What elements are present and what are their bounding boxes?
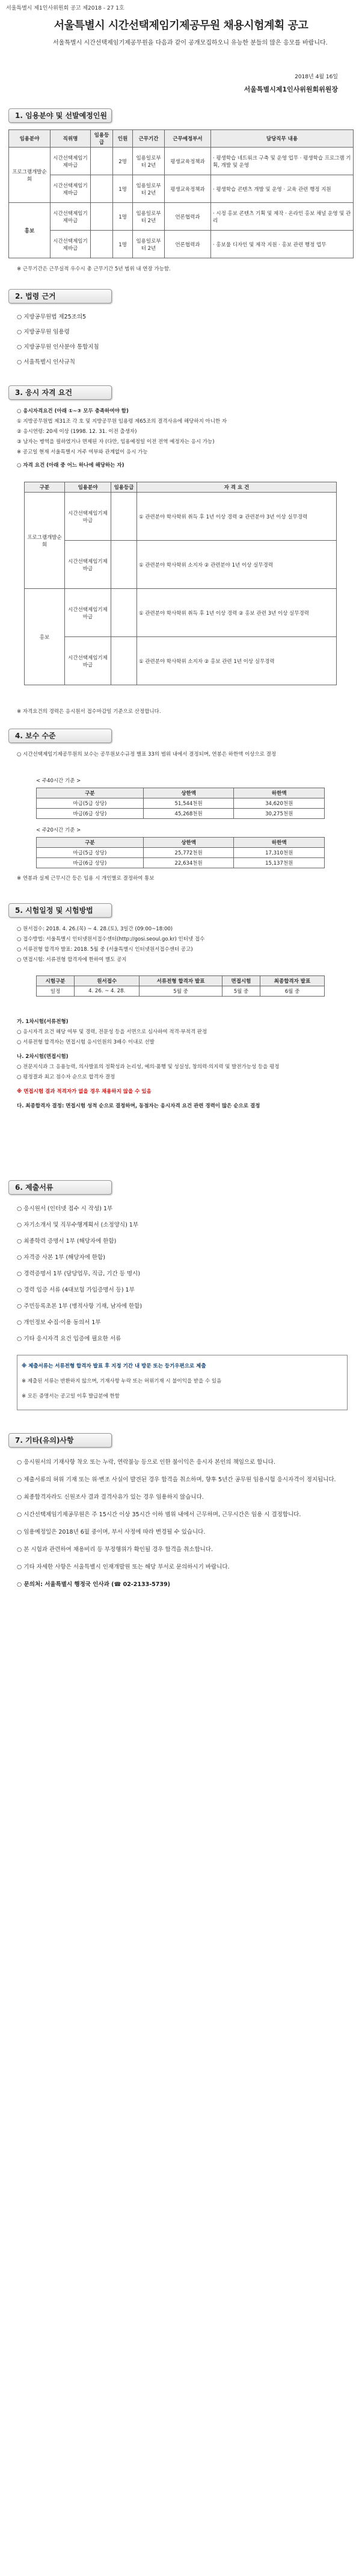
notice-number: 서울특별시 제1인사위원회 공고 제2018 - 27 1호 bbox=[6, 5, 124, 11]
cell: 4. 26. ~ 4. 28. bbox=[75, 986, 140, 997]
sec1-note: ※ 근무기간은 근무실적 우수시 총 근무기간 5년 범위 내 연장 가능함. bbox=[17, 266, 171, 272]
col-header: 상한액 bbox=[143, 788, 234, 798]
cell: 언론협력과 bbox=[165, 203, 211, 231]
cell: 시간선택제임기제마급 bbox=[51, 203, 91, 231]
cell: 바급(6급 상당) bbox=[37, 809, 144, 819]
col-header: 근무기간 bbox=[133, 130, 165, 148]
cell: · 평생학습 콘텐츠 개발 및 운영 · 교육 관련 행정 지원 bbox=[211, 175, 354, 203]
cell: 마급(5급 상당) bbox=[37, 798, 144, 809]
qualification-table bbox=[24, 482, 337, 685]
intro-text: 서울특별시 시간선택제임기제공무원을 다음과 같이 공개모집하오니 유능한 분들의 많은 응모를 바랍니다. bbox=[53, 40, 328, 46]
cell bbox=[91, 203, 113, 231]
cell: 일정 bbox=[37, 986, 75, 997]
note-item: ※ 제출서류는 서류전형 합격자 발표 후 지정 기간 내 방문 또는 등기우편으로 제출 bbox=[22, 1363, 206, 1369]
list-item: ○ 자기소개서 및 직무수행계획서 (소정양식) 1부 bbox=[17, 1222, 139, 1228]
col-header: 최종합격자 발표 bbox=[260, 976, 325, 986]
cell: 30,275천원 bbox=[234, 809, 325, 819]
cell: 임용일로부터 2년 bbox=[133, 231, 165, 258]
schedule-table bbox=[36, 975, 325, 997]
table-row bbox=[25, 493, 337, 541]
cell: 평생교육정책과 bbox=[165, 175, 211, 203]
cell: 프로그램개발순회 bbox=[9, 148, 51, 203]
list-item: ○ 기타 응시자격 요건 입증에 필요한 서류 bbox=[17, 1336, 121, 1342]
col-header: 상한액 bbox=[143, 838, 234, 848]
cell: 마급(5급 상당) bbox=[37, 848, 144, 858]
col-header: 시험구분 bbox=[37, 976, 75, 986]
table-row bbox=[25, 541, 337, 589]
list-item: ○ 지방공무원법 제25조의5 bbox=[17, 314, 87, 320]
list-item: ○ 접수방법: 서울특별시 인터넷원서접수센터(http://gosi.seoul.go.kr) 인터넷 접수 bbox=[17, 936, 205, 942]
exam-method-list bbox=[17, 1018, 348, 1112]
section-2-heading: 2. 법령 근거 bbox=[8, 289, 112, 303]
table-row bbox=[25, 589, 337, 637]
salary-text: ○ 시간선택제임기제공무원의 보수는 공무원보수규정 별표 33의 범위 내에서 결정되며, 연봉은 하한액 이상으로 결정 bbox=[17, 751, 277, 758]
col-header: 원서접수 bbox=[75, 976, 140, 986]
col-header: 구분 bbox=[37, 788, 144, 798]
cell: 홍보 bbox=[25, 589, 65, 685]
col-header: 하한액 bbox=[234, 838, 325, 848]
salary-table-20h bbox=[36, 837, 325, 868]
col-header: 근무예정부서 bbox=[165, 130, 211, 148]
list-item: ○ 주민등록초본 1부 (병적사항 기재, 남자에 한함) bbox=[17, 1303, 143, 1310]
salary-subtitle-40h: < 주40시간 기준 > bbox=[36, 778, 81, 784]
section-5-heading: 5. 시험일정 및 시험방법 bbox=[8, 903, 112, 918]
list-item: ○ 경력 입증 서류 (4대보험 가입증명서 등) 1부 bbox=[17, 1287, 135, 1293]
table-row bbox=[9, 203, 354, 231]
list-item: ○ 서류전형 합격자 발표: 2018. 5월 중 (서울특별시 인터넷원서접수센터 공고) bbox=[17, 947, 193, 953]
list-item: ※ 공고일 현재 서울특별시 거주 여부와 관계없이 응시 가능 bbox=[17, 449, 148, 455]
cell: 평생교육정책과 bbox=[165, 148, 211, 175]
contact-info: ○ 문의처: 서울특별시 행정국 인사과 (☎ 02-2133-5739) bbox=[17, 1581, 170, 1588]
cell: 45,268천원 bbox=[143, 809, 234, 819]
col-header: 직위명 bbox=[51, 130, 91, 148]
table-row bbox=[37, 848, 325, 858]
page-title: 서울특별시 시간선택제임기제공무원 채용시험계획 공고 bbox=[54, 19, 308, 32]
documents-list bbox=[17, 1202, 348, 1348]
cell: · 시정 홍보 콘텐츠 기획 및 제작 · 온라인 홍보 채널 운영 및 관리 bbox=[211, 203, 354, 231]
cell bbox=[111, 589, 137, 637]
section-3-heading: 3. 응시 자격 요건 bbox=[8, 385, 112, 400]
list-heading: ○ 자격 요건 (아래 중 어느 하나에 해당하는 자) bbox=[17, 462, 124, 468]
cell bbox=[91, 231, 113, 258]
notices-list bbox=[17, 1455, 348, 1594]
list-item: ① 지방공무원법 제31조 각 호 및 지방공무원 임용령 제65조의 결격사유에 해당하지 아니한 자 bbox=[17, 418, 227, 425]
list-item: ○ 서울특별시 인사규칙 bbox=[17, 359, 75, 366]
cell bbox=[111, 493, 137, 541]
cell: 5월 중 bbox=[222, 986, 260, 997]
cell: 5월 중 bbox=[140, 986, 222, 997]
list-item: ○ 최종합격자라도 신원조사 결과 결격사유가 있는 경우 임용하지 않습니다. bbox=[17, 1494, 204, 1501]
cell: 언론협력과 bbox=[165, 231, 211, 258]
col-header: 임용분야 bbox=[9, 130, 51, 148]
table-row bbox=[9, 231, 354, 258]
cell: ① 관련분야 학사학위 취득 후 1년 이상 경력 ② 관련분야 3년 이상 실무경력 bbox=[137, 493, 337, 541]
cell bbox=[111, 541, 137, 589]
cell: 22,634천원 bbox=[143, 858, 234, 868]
ranking-text: 다. 최종합격자 결정: 면접시험 성적 순으로 결정하며, 동점자는 응시자격 요건 관련 경력이 많은 순으로 결정 bbox=[17, 1103, 260, 1109]
list-item: ○ 자격증 사본 1부 (해당자에 한함) bbox=[17, 1254, 105, 1261]
sec3-note: ※ 자격요건의 경력은 응시원서 접수마감일 기준으로 산정합니다. bbox=[17, 709, 161, 715]
list-item: ○ 원서접수: 2018. 4. 26.(목) ~ 4. 28.(토), 3일간 (09:00~18:00) bbox=[17, 926, 173, 932]
cell bbox=[91, 175, 113, 203]
cell: 1명 bbox=[113, 203, 133, 231]
list-item: ○ 평정결과 최고 점수자 순으로 합격자 결정 bbox=[17, 1074, 115, 1080]
cell: 시간선택제임기제바급 bbox=[51, 175, 91, 203]
schedule-list bbox=[17, 925, 348, 966]
cell: 15,137천원 bbox=[234, 858, 325, 868]
list-item: ③ 남자는 병역을 필하였거나 면제된 자 (다만, 임용예정일 이전 전역 예정자는 응시 가능) bbox=[17, 439, 215, 445]
issuing-org: 서울특별시제1인사위원회위원장 bbox=[244, 86, 338, 93]
list-item: ② 응시연령: 20세 이상 (1998. 12. 31. 이전 출생자) bbox=[17, 429, 137, 435]
list-item: ○ 임용예정일은 2018년 6월 중이며, 부서 사정에 따라 변경될 수 있습니다. bbox=[17, 1529, 206, 1535]
cell: 6월 중 bbox=[260, 986, 325, 997]
cell: 51,544천원 bbox=[143, 798, 234, 809]
section-4-heading: 4. 보수 수준 bbox=[8, 729, 112, 743]
cell bbox=[111, 637, 137, 685]
table-row bbox=[37, 798, 325, 809]
cell: ① 관련분야 학사학위 취득 후 1년 이상 경력 ② 홍보 관련 3년 이상 실무경력 bbox=[137, 589, 337, 637]
positions-table bbox=[8, 129, 354, 258]
table-row bbox=[37, 858, 325, 868]
cell: 34,620천원 bbox=[234, 798, 325, 809]
cell: ① 관련분야 학사학위 소지자 ② 관련분야 1년 이상 실무경력 bbox=[137, 541, 337, 589]
list-heading: 나. 2차시험(면접시험) bbox=[17, 1054, 69, 1060]
list-item: ○ 경력증명서 1부 (담당업무, 직급, 기간 등 명시) bbox=[17, 1271, 140, 1277]
list-item: ○ 개인정보 수집·이용 동의서 1부 bbox=[17, 1319, 101, 1326]
table-row bbox=[9, 175, 354, 203]
list-heading: 가. 1차시험(서류전형) bbox=[17, 1019, 69, 1025]
table-row bbox=[25, 637, 337, 685]
list-item: ○ 전문지식과 그 응용능력, 의사발표의 정확성과 논리성, 예의·품행 및 성실성, 창의력·의지력 및 발전가능성 등을 평정 bbox=[17, 1064, 280, 1070]
list-item: ○ 응시자격 요건 해당 여부 및 경력, 전문성 등을 서면으로 심사하여 적격·부적격 판정 bbox=[17, 1029, 207, 1035]
cell: 1명 bbox=[113, 175, 133, 203]
legal-basis-list bbox=[17, 311, 348, 371]
cell: 임용일로부터 2년 bbox=[133, 175, 165, 203]
list-item: ○ 지방공무원 인사분야 통합지침 bbox=[17, 344, 99, 350]
warning-notice: ※ 면접시험 결과 적격자가 없을 경우 채용하지 않을 수 있음 bbox=[17, 1089, 152, 1095]
documents-notes bbox=[22, 1360, 340, 1405]
cell: 프로그램개발순회 bbox=[25, 493, 65, 589]
col-header: 담당직무 내용 bbox=[211, 130, 354, 148]
list-heading: ○ 응시자격요건 (아래 ①∼③ 모두 충족하여야 함) bbox=[17, 408, 129, 414]
col-header: 임용등급 bbox=[111, 482, 137, 493]
cell: 시간선택제임기제바급 bbox=[65, 637, 111, 685]
cell: · 홍보물 디자인 및 제작 지원 · 홍보 관련 행정 업무 bbox=[211, 231, 354, 258]
cell: 시간선택제임기제마급 bbox=[51, 148, 91, 175]
cell: 25,772천원 bbox=[143, 848, 234, 858]
table-row bbox=[37, 986, 325, 997]
note-item: ※ 제출된 서류는 반환하지 않으며, 기재사항 누락 또는 허위기재 시 불이익을 받을 수 있음 bbox=[22, 1378, 222, 1384]
col-header: 서류전형 합격자 발표 bbox=[140, 976, 222, 986]
table-row bbox=[37, 809, 325, 819]
list-item: ○ 제출서류의 허위 기재 또는 위·변조 사실이 발견된 경우 합격을 취소하며, 향후 5년간 공무원 임용시험 응시자격이 정지됩니다. bbox=[17, 1476, 336, 1483]
list-item: ○ 시간선택제임기제공무원은 주 15시간 이상 35시간 이하 범위 내에서 근무하며, 근무시간은 임용 시 결정합니다. bbox=[17, 1511, 301, 1518]
col-header: 자 격 요 건 bbox=[137, 482, 337, 493]
col-header: 구분 bbox=[37, 838, 144, 848]
col-header: 면접시험 bbox=[222, 976, 260, 986]
salary-table-40h bbox=[36, 788, 325, 819]
cell: ① 관련분야 학사학위 소지자 ② 홍보 관련 1년 이상 실무경력 bbox=[137, 637, 337, 685]
list-item: ○ 응시원서 (인터넷 접수 시 작성) 1부 bbox=[17, 1206, 113, 1212]
common-requirements bbox=[17, 407, 348, 471]
notice-date: 2018년 4월 16일 bbox=[295, 74, 338, 80]
cell: 1명 bbox=[113, 231, 133, 258]
cell: 시간선택제임기제바급 bbox=[51, 231, 91, 258]
cell: 시간선택제임기제마급 bbox=[65, 589, 111, 637]
col-header: 임용분야 bbox=[65, 482, 111, 493]
cell: · 평생학습 네트워크 구축 및 운영 업무 · 평생학습 프로그램 기획, 개발 및 운영 bbox=[211, 148, 354, 175]
list-item: ○ 면접시험: 서류전형 합격자에 한하여 별도 공지 bbox=[17, 957, 127, 963]
list-item: ○ 최종학력 증명서 1부 (해당자에 한함) bbox=[17, 1238, 117, 1245]
list-item: ○ 본 시험과 관련하여 채용비리 등 부정행위가 확인될 경우 합격을 취소합니다. bbox=[17, 1546, 213, 1553]
list-item: ○ 서류전형 합격자는 면접시험 응시인원의 3배수 이내로 선발 bbox=[17, 1039, 155, 1045]
cell: 임용일로부터 2년 bbox=[133, 148, 165, 175]
table-row bbox=[9, 148, 354, 175]
cell: 시간선택제임기제마급 bbox=[65, 493, 111, 541]
col-header: 인원 bbox=[113, 130, 133, 148]
list-item: ○ 기타 자세한 사항은 서울특별시 인재개발원 또는 해당 부서로 문의하시기 바랍니다. bbox=[17, 1564, 230, 1570]
cell bbox=[91, 148, 113, 175]
salary-subtitle-20h: < 주20시간 기준 > bbox=[36, 827, 81, 833]
section-6-heading: 6. 제출서류 bbox=[8, 1180, 112, 1195]
section-7-heading: 7. 기타(유의)사항 bbox=[8, 1433, 112, 1448]
col-header: 하한액 bbox=[234, 788, 325, 798]
cell: 시간선택제임기제바급 bbox=[65, 541, 111, 589]
cell: 임용일로부터 2년 bbox=[133, 203, 165, 231]
note-item: ※ 모든 증명서는 공고일 이후 발급분에 한함 bbox=[22, 1393, 120, 1399]
cell: 17,310천원 bbox=[234, 848, 325, 858]
sec4-note: ※ 연봉과 실제 근무시간 등은 임용 시 개인별로 결정하여 통보 bbox=[17, 876, 155, 882]
list-item: ○ 지방공무원 임용령 bbox=[17, 329, 70, 335]
cell: 2명 bbox=[113, 148, 133, 175]
col-header: 구분 bbox=[25, 482, 65, 493]
cell: 홍보 bbox=[9, 203, 51, 258]
col-header: 임용등급 bbox=[91, 130, 113, 148]
list-item: ○ 응시원서의 기재사항 착오 또는 누락, 연락불능 등으로 인한 불이익은 응시자 본인의 책임으로 합니다. bbox=[17, 1459, 275, 1466]
cell: 바급(6급 상당) bbox=[37, 858, 144, 868]
section-1-heading: 1. 임용분야 및 선발예정인원 bbox=[8, 108, 112, 123]
